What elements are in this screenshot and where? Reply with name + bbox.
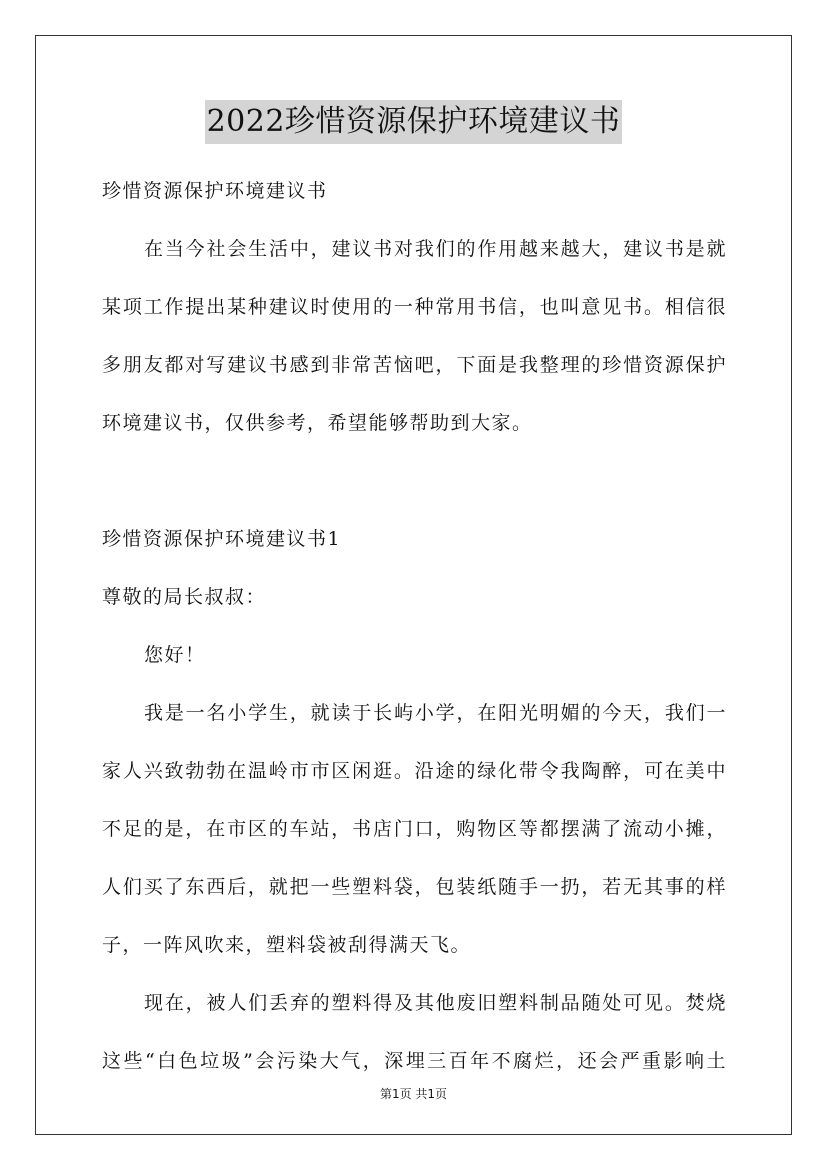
title-container: [0, 100, 827, 144]
blank-line: [102, 452, 727, 510]
document-body: [102, 162, 727, 1090]
paragraph-line: 这些“白色垃圾”会污染大气，深埋三百年不腐烂，还会严重影响土: [102, 1050, 727, 1072]
section-heading: 珍惜资源保护环境建议书1: [102, 528, 342, 550]
paragraph-line: 现在，被人们丢弃的塑料得及其他废旧塑料制品随处可见。焚烧: [144, 992, 727, 1014]
intro-line: 在当今社会生活中，建议书对我们的作用越来越大，建议书是就: [144, 238, 727, 260]
page-number-footer: 第1页 共1页: [379, 1087, 448, 1101]
paragraph-line: 不足的是，在市区的车站，书店门口，购物区等都摆满了流动小摊，: [102, 818, 727, 840]
paragraph-line: 子，一阵风吹来，塑料袋被刮得满天飞。: [102, 934, 472, 956]
salutation: 尊敬的局长叔叔：: [102, 586, 267, 608]
intro-line: 环境建议书，仅供参考，希望能够帮助到大家。: [102, 412, 533, 434]
intro-line: 多朋友都对写建议书感到非常苦恼吧，下面是我整理的珍惜资源保护: [102, 354, 727, 376]
paragraph-line: 家人兴致勃勃在温岭市市区闲逛。沿途的绿化带令我陶醉，可在美中: [102, 760, 727, 782]
doc-heading: 珍惜资源保护环境建议书: [102, 180, 328, 202]
intro-line: 某项工作提出某种建议时使用的一种常用书信，也叫意见书。相信很: [102, 296, 727, 318]
document-title: 2022珍惜资源保护环境建议书: [205, 100, 623, 144]
greeting: 您好！: [144, 644, 206, 666]
paragraph-line: 我是一名小学生，就读于长屿小学，在阳光明媚的今天，我们一: [144, 702, 727, 724]
paragraph-line: 人们买了东西后，就把一些塑料袋，包装纸随手一扔，若无其事的样: [102, 876, 727, 898]
